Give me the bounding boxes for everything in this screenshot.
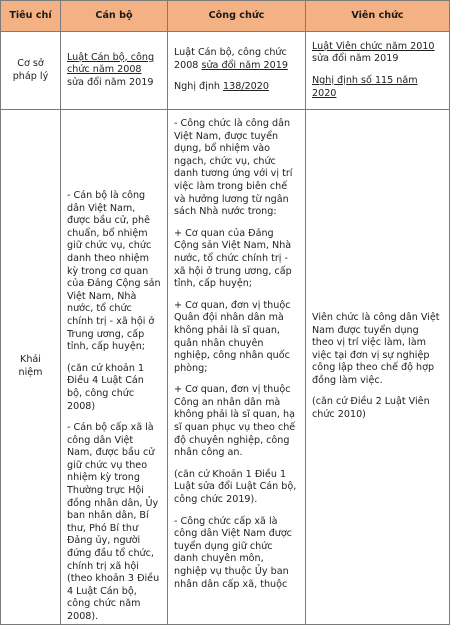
paragraph: - Cán bộ là công dân Việt Nam, được bầu cử, phê chuẩn, bổ nhiệm giữ chức vụ, chức danh theo nhiệm kỳ trong cơ quan của Đảng Cộng sản Việt Nam, Nhà nước, tổ chức chính trị - xã hội ở Trung ương, cấp tỉnh, cấp huyện; (67, 190, 161, 353)
link-nghi-dinh-138-2020[interactable]: 138/2020 (223, 81, 269, 93)
paragraph: - Công chức là công dân Việt Nam, được tuyển dụng, bổ nhiệm vào ngạch, chức vụ, chức danh tương ứng với vị trí việc làm trong biên chế và hưởng lương từ ngân sách Nhà nước trong: (174, 118, 293, 218)
paragraph: Viên chức là công dân Việt Nam được tuyển dụng theo vị trí việc làm, làm việc tại đơn vị sự nghiệp công lập theo chế độ hợp đồng làm việc. (312, 311, 440, 386)
link-luat-vien-chuc-2010[interactable]: Luật Viên chức năm 2010 (312, 40, 435, 52)
table-header-row (1, 1, 450, 32)
paragraph: (căn cứ khoản 1 Điều 4 Luật Cán bộ, công chức 2008) (67, 362, 145, 412)
cell-cong-chuc-legal-basis: Luật Cán bộ, công chức 2008 sửa đổi năm 2019 Nghị định 138/2020 (168, 32, 306, 110)
header-criteria: Tiêu chí (1, 1, 61, 32)
paragraph: - Cán bộ cấp xã là công dân Việt Nam, được bầu cử giữ chức vụ theo nhiệm kỳ trong Thường trực Hội đồng nhân dân, Ủy ban nhân dân, Bí thư, Phó Bí thư Đảng ủy, người đứng đầu tổ chức, chính trị xã hội (theo khoản 3 Điều 4 Luật Cán bộ, công chức năm 2008). (67, 422, 160, 622)
cell-vien-chuc-legal-basis: Luật Viên chức năm 2010 sửa đổi năm 2019 Nghị định số 115 năm 2020 (306, 32, 450, 110)
paragraph: - Công chức cấp xã là công dân Việt Nam được tuyển dụng giữ chức danh chuyên môn, nghiệp vụ thuộc Ủy ban nhân dân cấp xã, thuộc (174, 515, 292, 590)
table-row-concept (1, 110, 450, 625)
row-label-legal-basis: Cơ sở pháp lý (1, 32, 61, 110)
table-row-legal-basis (1, 32, 450, 110)
link-luat-can-bo-cong-chuc-2008[interactable]: Luật Cán bộ, công chức năm 2008 (67, 51, 155, 76)
cell-can-bo-concept (61, 110, 168, 625)
link-sua-doi-2019[interactable]: sửa đổi năm 2019 (201, 59, 288, 71)
paragraph: (căn cứ Điều 2 Luật Viên chức 2010) (312, 396, 430, 421)
paragraph: (căn cứ Khoản 1 Điều 1 Luật sửa đổi Luật Cán bộ, công chức 2019). (174, 468, 297, 506)
header-cong-chuc: Công chức (168, 1, 306, 32)
header-can-bo: Cán bộ (61, 1, 168, 32)
paragraph: + Cơ quan của Đảng Cộng sản Việt Nam, Nhà nước, tổ chức chính trị - xã hội ở trung ương, cấp tỉnh, cấp huyện; (174, 227, 292, 290)
link-nghi-dinh-115-2020[interactable]: Nghị định số 115 năm 2020 (312, 75, 418, 99)
paragraph: + Cơ quan, đơn vị thuộc Quân đội nhân dân mà không phải là sĩ quan, quân nhân chuyên nghiệp, công nhân quốc phòng; (174, 299, 291, 374)
cell-can-bo-legal-basis: Luật Cán bộ, công chức năm 2008 sửa đổi năm 2019 (61, 32, 168, 110)
paragraph: + Cơ quan, đơn vị thuộc Công an nhân dân mà không phải là sĩ quan, hạ sĩ quan phục vụ theo chế độ chuyên nghiệp, công nhân công an. (174, 384, 296, 459)
row-label-concept: Khái niệm (1, 110, 61, 625)
cell-vien-chuc-concept (306, 110, 450, 625)
header-vien-chuc: Viên chức (306, 1, 450, 32)
cell-cong-chuc-concept (168, 110, 306, 625)
